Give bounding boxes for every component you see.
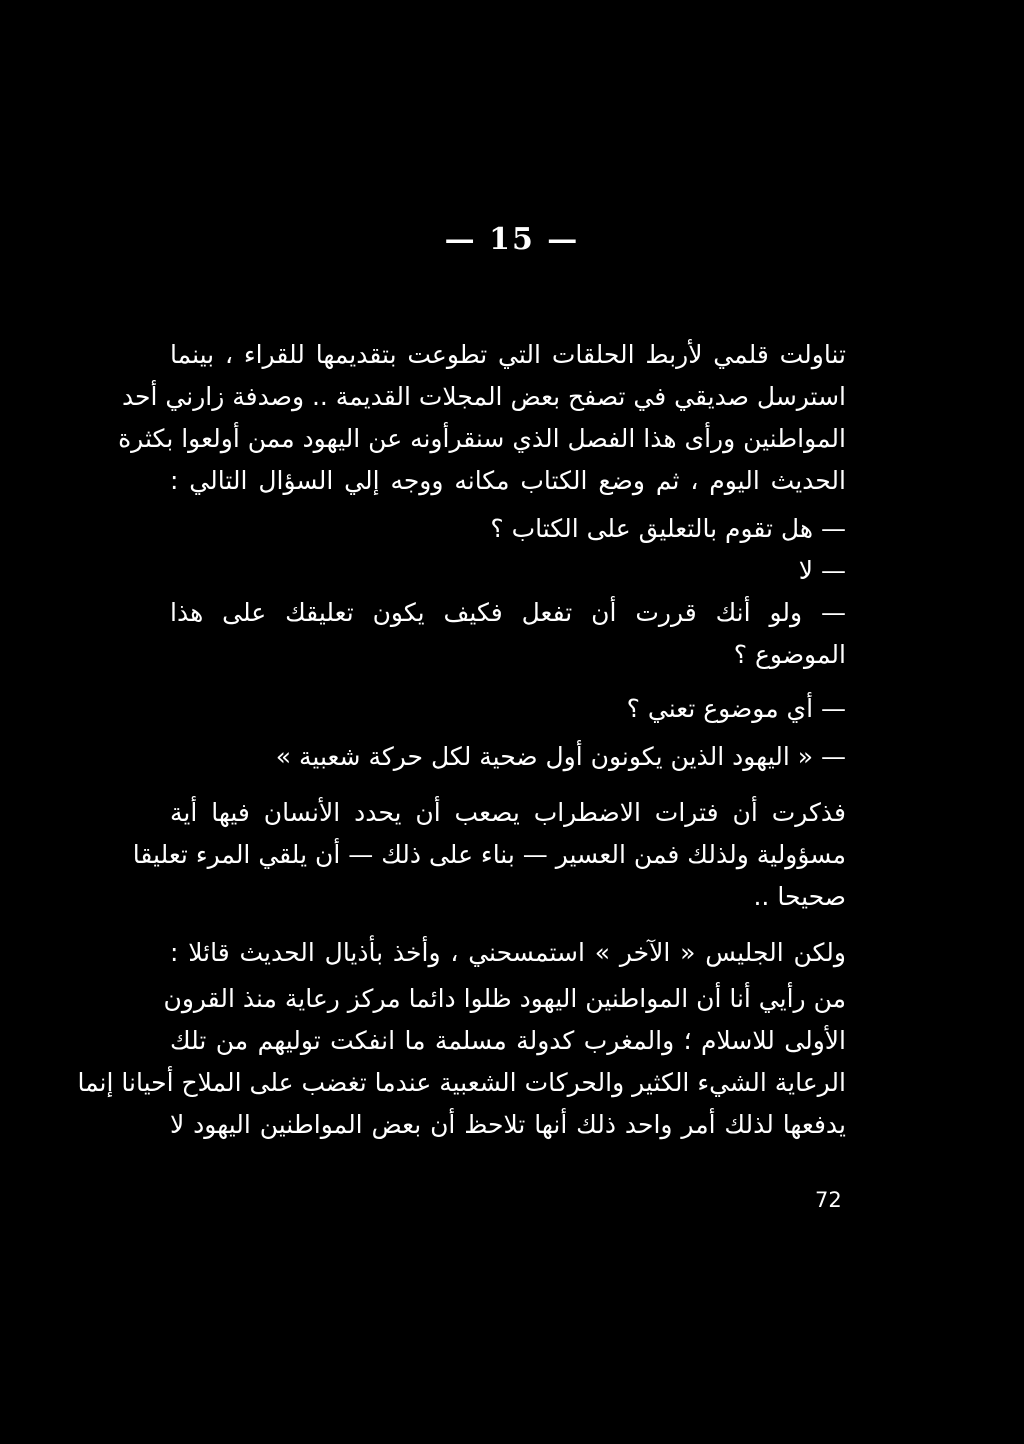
- text-line: صحيحا ..: [753, 882, 846, 911]
- text-line: تناولت قلمي لأربط الحلقات التي تطوعت بتقديمها للقراء ، بينما: [170, 340, 846, 369]
- dialogue-line: — هل تقوم بالتعليق على الكتاب ؟: [490, 514, 846, 543]
- paragraph-3: [77, 932, 846, 1146]
- page-number: 72: [815, 1188, 842, 1212]
- text-line: فذكرت أن فترات الاضطراب يصعب أن يحدد الأنسان فيها أية: [170, 798, 846, 827]
- dialogue-line-continuation: الموضوع ؟: [733, 640, 846, 669]
- text-line: الأولى للاسلام ؛ والمغرب كدولة مسلمة ما انفكت توليهم من تلك: [170, 1026, 846, 1055]
- dialogue-line: — ولو أنك قررت أن تفعل فكيف يكون تعليقك على هذا: [170, 598, 846, 627]
- paragraph-2: [132, 792, 846, 918]
- text-line: من رأيي أنا أن المواطنين اليهود ظلوا دائما مركز رعاية منذ القرون: [163, 984, 846, 1013]
- text-line: الرعاية الشيء الكثير والحركات الشعبية عندما تغضب على الملاح أحيانا إنما: [77, 1068, 846, 1097]
- text-line: مسؤولية ولذلك فمن العسير — بناء على ذلك — أن يلقي المرء تعليقا: [132, 840, 846, 869]
- text-line: الحديث اليوم ، ثم وضع الكتاب مكانه ووجه إلي السؤال التالي :: [170, 466, 846, 495]
- dialogue-block-1: [170, 508, 846, 676]
- chapter-number: — 15 —: [444, 222, 580, 257]
- paragraph-1: [118, 334, 846, 502]
- text-line: ولكن الجليس « الآخر » استمسحني ، وأخذ بأذيال الحديث قائلا :: [170, 938, 846, 967]
- dialogue-line: — « اليهود الذين يكونون أول ضحية لكل حركة شعبية »: [275, 742, 846, 771]
- dialogue-line: — أي موضوع تعني ؟: [626, 694, 846, 723]
- page-body: [77, 334, 846, 1146]
- text-line: المواطنين ورأى هذا الفصل الذي سنقرأونه عن اليهود ممن أولعوا بكثرة: [118, 424, 846, 453]
- dialogue-line: — لا: [798, 556, 846, 585]
- text-line: يدفعها لذلك أمر واحد ذلك أنها تلاحظ أن بعض المواطنين اليهود لا: [170, 1110, 846, 1139]
- dialogue-block-2: [170, 688, 846, 778]
- text-line: استرسل صديقي في تصفح بعض المجلات القديمة .. وصدفة زارني أحد: [121, 382, 846, 411]
